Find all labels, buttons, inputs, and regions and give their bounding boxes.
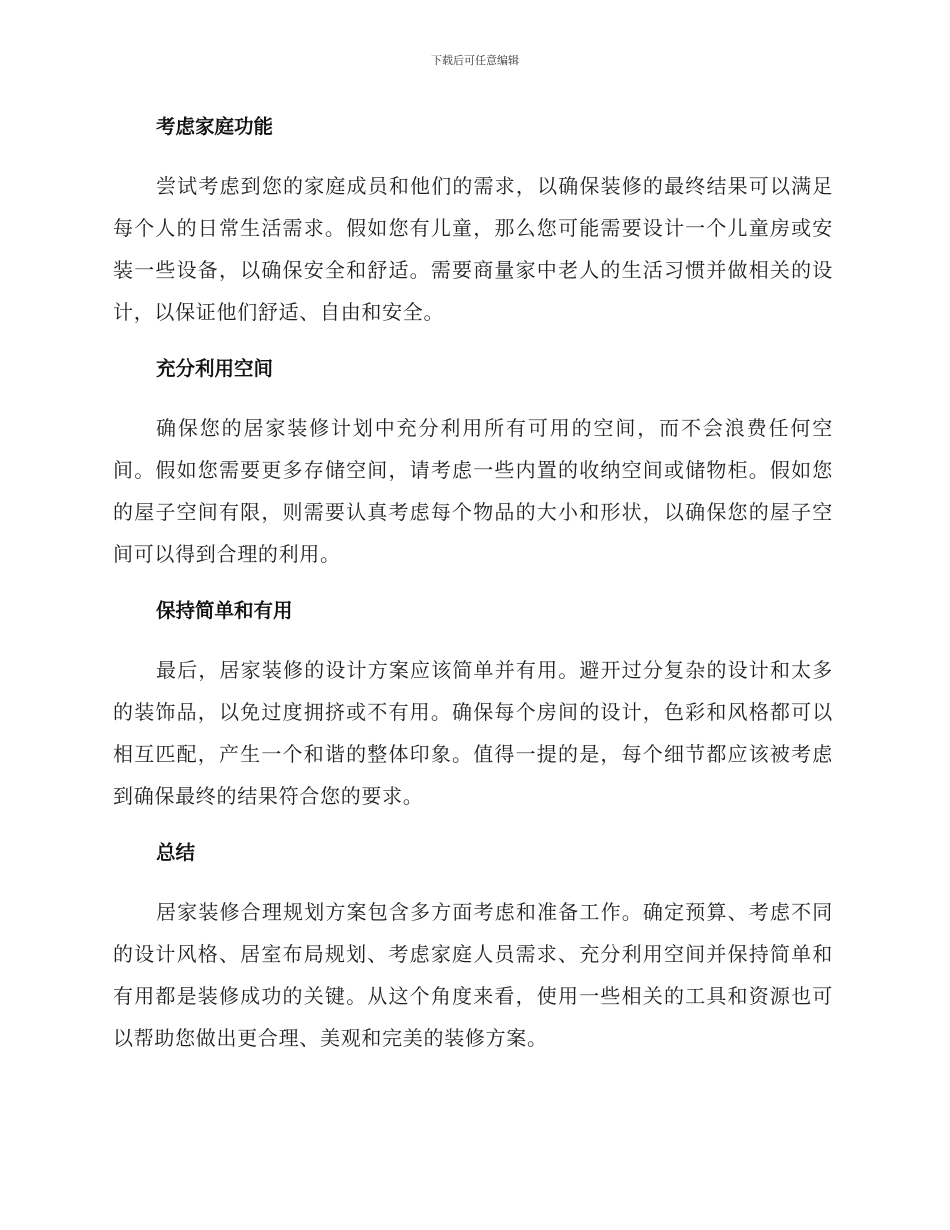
document-body	[113, 106, 833, 1074]
section-family-function	[113, 106, 833, 333]
section-paragraph: 尝试考虑到您的家庭成员和他们的需求，以确保装修的最终结果可以满足每个人的日常生活需求。假如您有儿童，那么您可能需要设计一个儿童房或安装一些设备，以确保安全和舒适。需要商量家中老人的生活习惯并做相关的设计，以保证他们舒适、自由和安全。	[113, 174, 833, 324]
section-paragraph: 最后，居家装修的设计方案应该简单并有用。避开过分复杂的设计和太多的装饰品，以免过度拥挤或不有用。确保每个房间的设计，色彩和风格都可以相互匹配，产生一个和谐的整体印象。值得一提的是，每个细节都应该被考虑到确保最终的结果符合您的要求。	[113, 658, 833, 808]
section-heading: 充分利用空间	[156, 357, 274, 380]
section-heading: 考虑家庭功能	[156, 115, 274, 138]
section-paragraph: 居家装修合理规划方案包含多方面考虑和准备工作。确定预算、考虑不同的设计风格、居室布局规划、考虑家庭人员需求、充分利用空间并保持简单和有用都是装修成功的关键。从这个角度来看，使用一些相关的工具和资源也可以帮助您做出更合理、美观和完美的装修方案。	[113, 900, 833, 1050]
section-paragraph: 确保您的居家装修计划中充分利用所有可用的空间，而不会浪费任何空间。假如您需要更多存储空间，请考虑一些内置的收纳空间或储物柜。假如您的屋子空间有限，则需要认真考虑每个物品的大小和形状，以确保您的屋子空间可以得到合理的利用。	[113, 416, 833, 566]
section-summary	[113, 832, 833, 1059]
section-heading: 保持简单和有用	[156, 599, 293, 622]
page-header: 下载后可任意编辑	[431, 54, 519, 67]
section-space-usage	[113, 348, 833, 575]
section-heading: 总结	[156, 841, 196, 864]
section-simple-useful	[113, 590, 833, 817]
